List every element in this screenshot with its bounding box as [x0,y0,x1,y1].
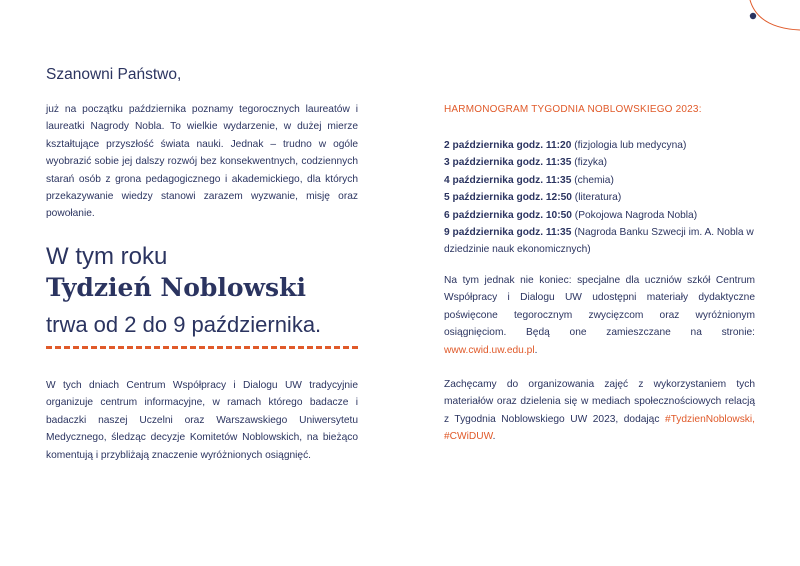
headline-line-3: trwa od 2 do 9 października. [46,312,322,337]
schedule-list [444,137,755,259]
corner-orbit-decoration [740,0,800,40]
schedule-item [444,137,755,154]
schedule-item [444,172,755,189]
dashed-divider [46,346,358,349]
schedule-date: 3 października godz. 11:35 [444,157,572,169]
intro-paragraph: już na początku października poznamy tegorocznych laureatów i laureatki Nagrody Nobla. To wielkie wydarzenie, w dużej mierze kształtujące przyszłość świata nauki. Jednak – trudno w ogóle wyobrazić sobie jej dalszy rozwój bez konsekwentnych, codziennych starań osób z grona pedagogicznego i akademickiego, dla których przekazywanie wiedzy stanowi zarazem wyzwanie, misję oraz powołanie. [46,104,358,220]
social-end: . [492,431,496,443]
schedule-date: 9 października godz. 11:35 [444,227,572,239]
schedule-desc: (fizjologia lub medycyna) [574,140,687,151]
schedule-title: HARMONOGRAM TYGODNIA NOBLOWSKIEGO 2023: [444,104,702,115]
materials-end: . [534,344,538,356]
greeting: Szanowni Państwo, [46,66,182,83]
schedule-item [444,207,755,224]
schedule-date: 2 października godz. 11:20 [444,140,572,151]
body-paragraph: W tych dniach Centrum Współpracy i Dialogu UW tradycyjnie organizuje centrum informacyjne, w ramach którego badacze i badaczki naszej Uczelni oraz Warszawskiego Uniwersytetu Medycznego, śledząc decyzje Komitetów Noblowskich, na bieżąco komentują i przybliżają znaczenie wyróżnionych osiągnięć. [46,380,358,461]
social-paragraph [444,376,755,446]
schedule-desc: (chemia) [574,174,614,186]
schedule-date: 4 października godz. 11:35 [444,174,572,186]
schedule-desc: (Nagroda Banku Szwecji im. A. Nobla w dziedzinie nauk ekonomicznych) [444,227,754,256]
schedule-item [444,224,755,259]
headline-line-1: W tym roku [46,243,168,270]
schedule-date: 5 października godz. 12:50 [444,192,572,204]
hashtags: #TydzienNoblowski, #CWiDUW [444,413,755,443]
schedule-desc: (fizyka) [574,157,608,169]
schedule-item [444,154,755,171]
schedule-desc: (literatura) [574,192,622,204]
materials-text: Na tym jednak nie koniec: specjalne dla uczniów szkół Centrum Współpracy i Dialogu UW udostępni materiały dydaktyczne poświęcone tegorocznym zwycięzcom oraz wyróżnionym osiągnięciom. Będą one zamieszczane na stronie: [444,275,755,339]
headline-line-2: Tydzień Noblowski [46,273,306,302]
schedule-item [444,189,755,206]
website-link[interactable]: www.cwid.uw.edu.pl [444,344,535,356]
materials-paragraph [444,272,755,359]
schedule-desc: (Pokojowa Nagroda Nobla) [574,209,698,221]
schedule-date: 6 października godz. 10:50 [444,209,572,221]
social-text: Zachęcamy do organizowania zajęć z wykorzystaniem tych materiałów oraz dzielenia się w mediach społecznościowych relacją z Tygodnia Noblowskiego UW 2023, dodając [444,379,755,425]
